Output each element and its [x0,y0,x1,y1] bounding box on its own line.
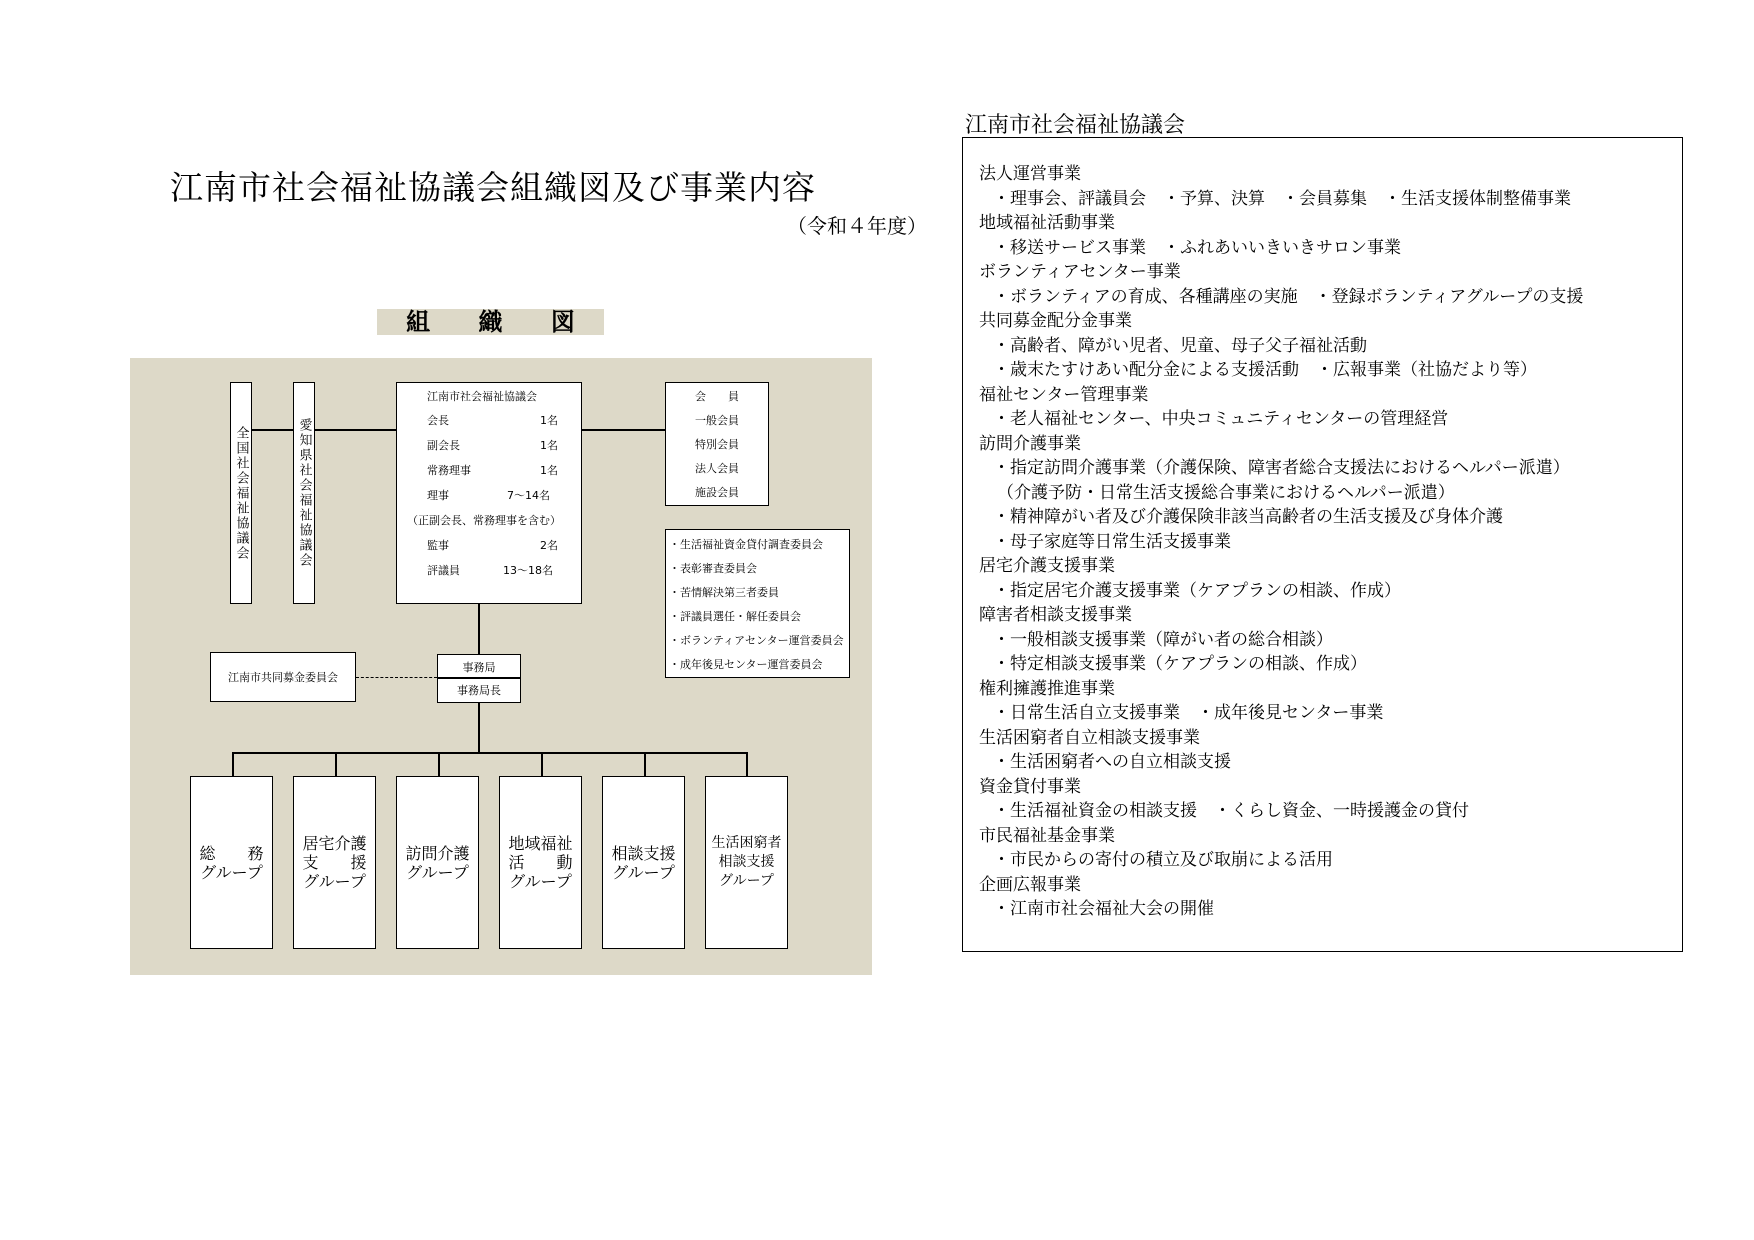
group-label-line: グループ [612,862,675,882]
member-type: 施設会員 [695,486,739,499]
connector-group-2 [335,752,337,777]
connector-secretariat-groups [478,703,480,752]
connector-group-4 [541,752,543,777]
member-type: 特別会員 [695,438,739,451]
role-label: 会長 [427,414,449,427]
secretariat-divider [438,677,520,679]
service-item: ・母子家庭等日常生活支援事業 [993,531,1231,552]
committees-box [665,529,850,678]
service-item: ・江南市社会福祉大会の開催 [993,899,1214,919]
service-category: 市民福祉基金事業 [979,825,1115,846]
service-item: ・生活福祉資金の相談支援 ・くらし資金、一時援護金の貸付 [993,801,1469,821]
service-category: 権利擁護推進事業 [979,678,1115,699]
role-count: 1名 [540,414,558,427]
role-count: 2名 [540,539,558,552]
group-label-line: グループ [719,873,774,889]
role-label: 監事 [427,539,449,552]
group-label-line: 訪問介護 [405,843,470,863]
role-label: 常務理事 [427,464,471,477]
secretariat-box [437,654,521,703]
service-item: ・精神障がい者及び介護保険非該当高齢者の生活支援及び身体介護 [993,507,1503,527]
service-category: 企画広報事業 [979,874,1081,895]
member-type: 法人会員 [695,462,739,475]
group-label-line: グループ [200,862,263,882]
member-type: 一般会員 [695,414,739,427]
connector-group-6 [746,752,748,777]
service-item: ・老人福祉センター、中央コミュニティセンターの管理経営 [993,409,1449,429]
service-category: 資金貸付事業 [979,776,1081,797]
secretariat-head-label: 事務局長 [457,684,501,697]
group-general-affairs [190,776,273,949]
committee-item: ・成年後見センター運営委員会 [669,658,823,671]
group-home-visit-care [396,776,479,949]
page-title: 江南市社会福祉協議会組織図及び事業内容 [170,168,816,207]
service-category: 障害者相談支援事業 [979,605,1132,625]
service-item: ・指定居宅介護支援事業（ケアプランの相談、作成） [993,580,1401,601]
connector-group-1 [232,752,234,777]
committee-item: ・評議員選任・解任委員会 [669,610,801,623]
service-item: ・市民からの寄付の積立及び取崩による活用 [993,850,1333,870]
secretariat-label: 事務局 [462,661,496,674]
role-label: 理事 [427,489,449,502]
role-count: 1名 [540,464,558,477]
main-council-box [396,382,582,604]
service-category: 地域福祉活動事業 [979,213,1115,233]
role-label: 副会長 [427,439,460,452]
committee-item: ・ボランティアセンター運営委員会 [669,634,844,647]
connector-groups-bus [232,752,748,754]
service-item: ・一般相談支援事業（障がい者の総合相談） [993,629,1333,650]
group-home-care-support [293,776,376,949]
service-item: ・指定訪問介護事業（介護保険、障害者総合支援法におけるヘルパー派遣） [993,458,1570,478]
service-category: 生活困窮者自立相談支援事業 [979,727,1200,748]
group-community-welfare [499,776,582,949]
group-label-line: 地域福祉 [508,834,573,853]
service-item: （介護予防・日常生活支援総合事業におけるヘルパー派遣） [997,482,1455,503]
connector-main-members [582,429,665,431]
role-label: 評議員 [427,564,460,577]
service-category: 共同募金配分金事業 [979,311,1132,331]
group-label-line: 相談支援 [718,854,775,870]
fiscal-year: （令和４年度） [787,214,927,238]
service-item: ・特定相談支援事業（ケアプランの相談、作成） [993,654,1367,674]
connector-national-prefectural [251,429,294,431]
members-title: 会 員 [695,390,739,403]
service-item: ・ボランティアの育成、各種講座の実施 ・登録ボランティアグループの支援 [993,286,1584,307]
service-item: ・移送サービス事業 ・ふれあいいきいきサロン事業 [993,237,1401,258]
prefectural-council-box: 愛知県社会福祉協議会 [293,382,315,604]
connector-fundraising-secretariat [356,677,437,678]
members-box [665,382,769,506]
group-label-line: 相談支援 [611,843,676,863]
group-label-line: 居宅介護 [302,834,367,853]
group-label-line: 生活困窮者 [711,835,782,851]
role-count: 1名 [540,439,558,452]
services-box [962,137,1683,952]
group-label-line: 支 援 [302,853,367,872]
service-category: 訪問介護事業 [979,433,1081,454]
fundraising-committee-box: 江南市共同募金委員会 [210,652,356,702]
role-count: 7～14名 [507,489,550,502]
service-category: 居宅介護支援事業 [979,556,1115,576]
connector-group-5 [644,752,646,777]
service-item: ・理事会、評議員会 ・予算、決算 ・会員募集 ・生活支援体制整備事業 [993,188,1571,209]
committee-item: ・生活福祉資金貸付調査委員会 [669,538,823,551]
service-item: ・生活困窮者への自立相談支援 [993,752,1231,772]
group-label-line: グループ [406,862,469,882]
group-label-line: 活 動 [508,853,573,872]
group-needy-consultation [705,776,788,949]
group-label-line: グループ [303,872,366,891]
group-label-line: グループ [509,872,572,891]
connector-main-secretariat [478,604,480,654]
connector-group-3 [438,752,440,777]
role-count: 13～18名 [503,564,553,577]
national-council-box: 全国社会福祉協議会 [230,382,252,604]
main-council-title: 江南市社会福祉協議会 [427,390,537,403]
service-item: ・歳末たすけあい配分金による支援活動 ・広報事業（社協だより等） [993,360,1537,380]
group-consultation-support [602,776,685,949]
service-item: ・日常生活自立支援事業 ・成年後見センター事業 [993,703,1384,723]
committee-item: ・表彰審査委員会 [669,562,757,575]
group-label-line: 総 務 [199,843,264,863]
service-category: 法人運営事業 [979,164,1081,184]
service-category: ボランティアセンター事業 [979,262,1181,282]
services-heading: 江南市社会福祉協議会 [965,113,1186,138]
org-chart-heading: 組 織 図 [377,309,604,335]
role-note: （正副会長、常務理事を含む） [407,514,561,527]
service-item: ・高齢者、障がい児者、児童、母子父子福祉活動 [993,335,1367,356]
connector-prefectural-main [314,429,396,431]
service-category: 福祉センター管理事業 [979,384,1149,405]
committee-item: ・苦情解決第三者委員 [669,586,779,599]
